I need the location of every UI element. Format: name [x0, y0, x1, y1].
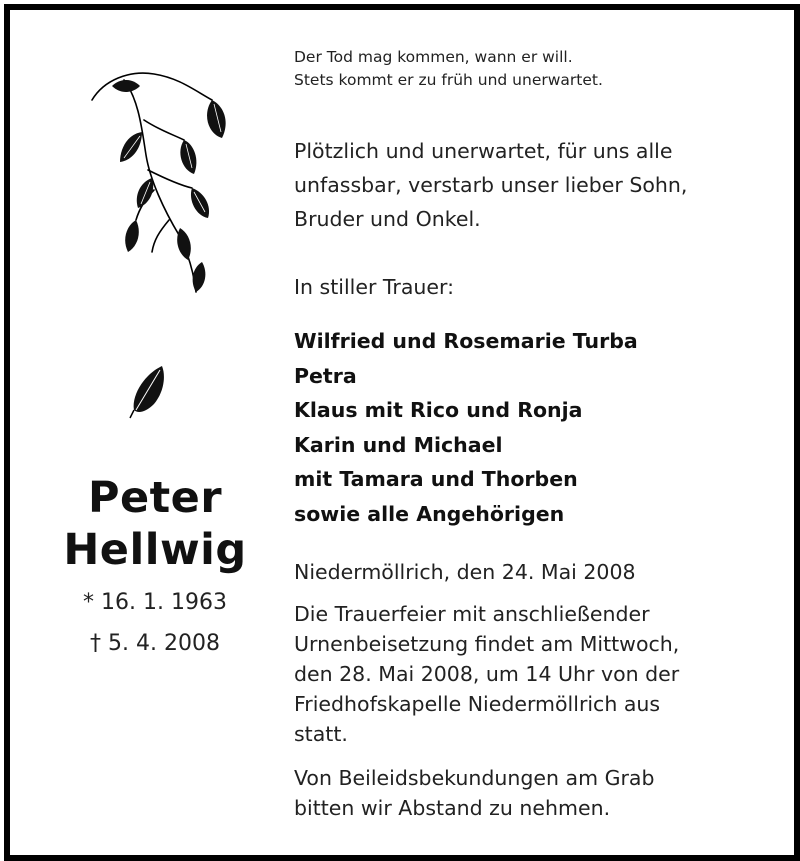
announcement-line: unfassbar, verstarb unser lieber Sohn,	[294, 173, 688, 197]
condolence-line: Von Beileidsbekundungen am Grab	[294, 766, 655, 790]
deceased-last-name: Hellwig	[63, 525, 247, 575]
quote-line: Stets kommt er zu früh und unerwartet.	[294, 71, 603, 89]
place-and-date: Niedermöllrich, den 24. Mai 2008	[294, 560, 636, 584]
mourning-label: In stiller Trauer:	[294, 275, 454, 299]
announcement-line: Plötzlich und unerwartet, für uns alle	[294, 139, 673, 163]
ceremony-line: Friedhofskapelle Niedermöllrich aus	[294, 692, 661, 716]
mourners-list	[294, 324, 638, 531]
mourner-entry: Wilfried und Rosemarie Turba	[294, 329, 638, 353]
mourner-entry: Klaus mit Rico und Ronja	[294, 398, 583, 422]
deceased-first-name: Peter	[87, 473, 223, 523]
obituary-notice	[4, 4, 800, 861]
condolence-note	[294, 763, 654, 823]
epigraph-quote	[294, 46, 603, 92]
mourner-entry: Petra	[294, 363, 357, 388]
mourner-entry: Karin und Michael	[294, 432, 503, 457]
announcement-line: Bruder und Onkel.	[294, 207, 481, 231]
ceremony-line: statt.	[294, 722, 348, 746]
funeral-ceremony-info	[294, 599, 679, 749]
ceremony-line: den 28. Mai 2008, um 14 Uhr von der	[294, 662, 680, 686]
death-announcement	[294, 134, 687, 236]
birch-branch-icon	[84, 60, 234, 300]
falling-leaf-icon	[128, 362, 174, 420]
mourner-entry: sowie alle Angehörigen	[294, 501, 565, 526]
ceremony-line: Urnenbeisetzung findet am Mittwoch,	[294, 632, 680, 656]
ceremony-line: Die Trauerfeier mit anschließender	[294, 602, 650, 626]
birth-date: * 16. 1. 1963	[83, 590, 227, 615]
death-date: † 5. 4. 2008	[90, 631, 220, 656]
mourner-entry: mit Tamara und Thorben	[294, 467, 578, 491]
condolence-line: bitten wir Abstand zu nehmen.	[294, 796, 611, 820]
quote-line: Der Tod mag kommen, wann er will.	[294, 48, 573, 66]
left-column	[10, 10, 290, 855]
